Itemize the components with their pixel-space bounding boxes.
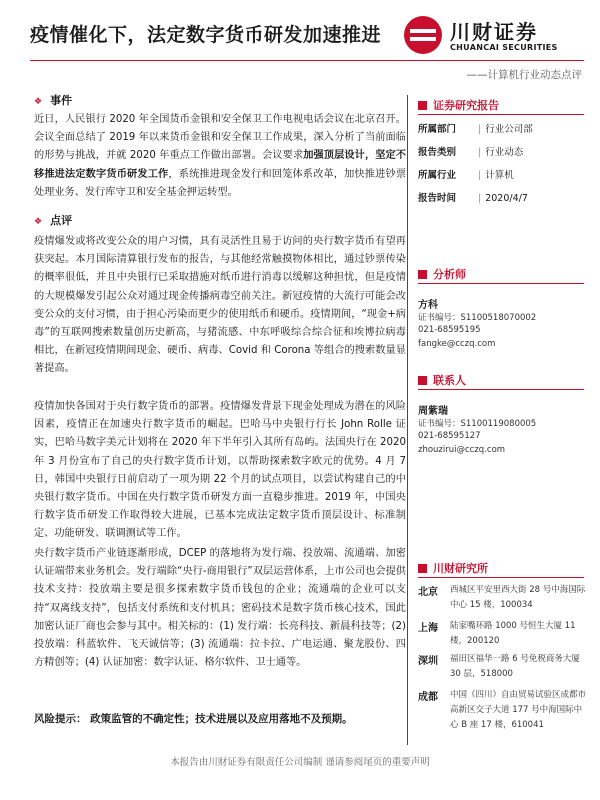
office-city-beijing: 北京 <box>418 587 438 598</box>
square-bullet-icon <box>418 376 427 385</box>
office-city-chengdu: 成都 <box>418 692 438 703</box>
office-city-shenzhen: 深圳 <box>418 656 438 667</box>
contact-name: 周紫瑞 <box>418 406 448 417</box>
event-paragraph: 近日，人民银行 2020 年全国货币金银和安全保卫工作电视电话会议在北京召开。会议全面总结了 2019 年以来货币金银和安全保卫工作成果，深入分析了当前面临的形势与挑战，并就 2020 年重点工作做出部署。会议要求加强顶层设计，坚定不移推进法定数字货币研发工作，系统推进现金发行和回笼体系改革，加快推进钞票处理业务、发行库守卫和安全基金押运转型。 <box>34 114 407 198</box>
analyst-phone: 021-68595195 <box>418 325 481 335</box>
diamond-bullet-icon: ❖ <box>34 97 43 107</box>
sidebar-rule <box>418 577 584 578</box>
risk-warning: 风险提示： 政策监管的不确定性；技术进展以及应用落地不及预期。 <box>34 713 353 725</box>
contact-cert: 证书编号：S1100119080005 <box>418 419 537 429</box>
event-emphasis: 加强顶层设计，坚定不移推进法定数字货币研发工作 <box>34 150 406 180</box>
comment-paragraph-2: 疫情加快各国对于央行数字货币的部署。疫情爆发背景下现金处理成为潜在的风险因素，疫情正在加速央行数字货币的崛起。巴哈马中央银行行长 John Rolle 证实，巴哈马数字美元计划将在 2020 年下半年引入其所有岛屿。法国央行在 2020 年 3 月份宣布了自己的央行数字货币计划，以帮助探索数字欧元的优势。4 月 7 日，韩国中央银行日前启动了一项为期 22 个月的试点项目，以尝试构建自己的中央银行数字货币。中国在央行数字货币研发方面一直稳步推进。2019 年，中国央行数字货币研发工作取得较大进展，已基本完成法定数字货币顶层设计、标准制定、功能研发、联调测试等工作。 <box>34 401 406 540</box>
info-row-industry: 所属行业 | 计算机 <box>418 170 514 181</box>
logo-text-en: CHUANCAI SECURITIES <box>450 43 558 52</box>
contact-email[interactable]: zhouzirui@cczq.com <box>418 445 506 455</box>
sidebar-rule <box>418 283 584 284</box>
info-row-department: 所属部门 | 行业公司部 <box>418 124 533 135</box>
square-bullet-icon <box>418 101 427 110</box>
office-address-beijing: 西城区平安里西大街 28 号中海国际中心 15 楼，100034 <box>450 585 586 610</box>
event-heading: ❖ 事件 <box>34 94 73 107</box>
diamond-bullet-icon: ❖ <box>34 217 43 227</box>
comment-paragraph-1: 疫情爆发或将改变公众的用户习惯，具有灵活性且易于访问的央行数字货币有望再获突起。本月国际清算银行发布的报告，与其他经常触摸物体相比，通过钞票传染的概率很低，并且中央银行已采取措施对纸币进行消毒以缓解这种担忧，但是疫情的大规模爆发引起公众对通过现金传播病毒空前关注。新冠疫情的大流行可能会改变公众的支付习惯，由于担心污染而更少的使用纸币和硬币。疫情期间，“现金+病毒”的互联网搜索数量创历史新高，与猪流感、中东呼吸综合综合征和埃博拉病毒相比，在新冠疫情期间现金、硬币、病毒、Covid 和 Corona 等组合的搜索数量显著提高。 <box>34 236 406 375</box>
institute-heading: 川财研究所 <box>418 560 488 576</box>
office-address-chengdu: 中国（四川）自由贸易试验区成都市高新区交子大道 177 号中海国际中心 B 座 17 楼，610041 <box>450 690 587 730</box>
logo-text-cn: 川财证券 <box>450 20 538 44</box>
report-title: 疫情催化下，法定数字货币研发加速推进 <box>30 24 382 46</box>
contact-phone: 021-68595127 <box>418 431 481 441</box>
analyst-name: 方科 <box>418 300 438 311</box>
office-city-shanghai: 上海 <box>418 623 438 634</box>
comment-heading: ❖ 点评 <box>34 214 73 227</box>
office-address-shanghai: 陆家嘴环路 1000 号恒生大厦 11 楼，200120 <box>450 621 576 646</box>
header-rule <box>30 60 584 61</box>
analyst-email[interactable]: fangke@cczq.com <box>418 339 496 349</box>
report-info-heading: 证券研究报告 <box>418 97 499 113</box>
analyst-heading: 分析师 <box>418 266 466 282</box>
page-footer: 本报告由川财证券有限责任公司编制 谨请参阅尾页的重要声明 <box>170 757 430 768</box>
analyst-cert: 证书编号：S1100518070002 <box>418 313 537 323</box>
info-row-date: 报告时间 | 2020/4/7 <box>418 193 528 204</box>
comment-paragraph-3: 央行数字货币产业链逐渐形成，DCEP 的落地将为发行端、投放端、流通端、加密认证端带来业务机会。发行端除“央行-商用银行”双层运营体系，上市公司也会提供技术支持：投放端主要是很多探索数字货币钱包的企业；流通端的企业可以支持“双离线支持”，包括支付系统和支付机具；密码技术是数字货币核心技术，国此加密认证厂商也会参与其中。相关标的：(1) 发行端：长亮科技、新晨科技等；(2) 投放端：科蓝软件、飞天诚信等；(3) 流通端：拉卡拉、广电运通、聚龙股份、四方精创等；(4) 认证加密：数字认证、格尔软件、卫士通等。 <box>34 548 406 669</box>
info-row-type: 报告类别 | 行业动态 <box>418 147 524 158</box>
sidebar-rule <box>418 114 584 115</box>
office-address-shenzhen: 福田区福华一路 6 号免税商务大厦 30 层，518000 <box>450 654 580 679</box>
logo-mark-icon <box>404 16 442 54</box>
contact-heading: 联系人 <box>418 372 466 388</box>
sidebar-divider <box>407 95 408 745</box>
sidebar-rule <box>418 389 584 390</box>
company-logo <box>404 16 584 56</box>
square-bullet-icon <box>418 270 427 279</box>
square-bullet-icon <box>418 564 427 573</box>
report-subtitle: ——计算机行业动态点评 <box>466 69 582 81</box>
